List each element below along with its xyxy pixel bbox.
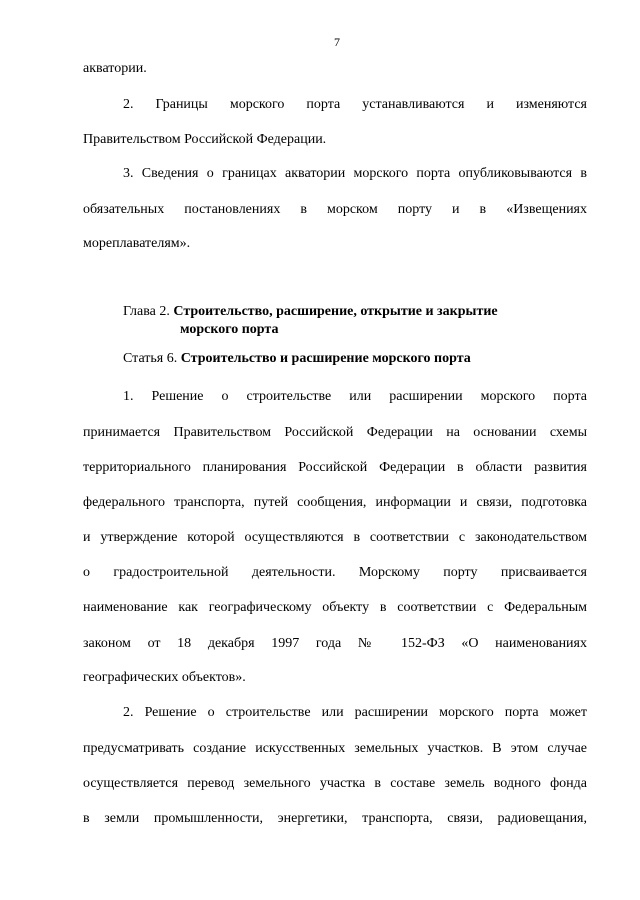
article-heading — [123, 350, 471, 368]
chapter-heading — [123, 303, 498, 339]
text-line: Правительством Российской Федерации. — [83, 132, 327, 147]
text-line: осуществляется перевод земельного участка в составе земель водного фонда — [83, 776, 587, 791]
text-line: мореплавателям». — [83, 236, 191, 251]
text-line: географических объектов». — [83, 670, 246, 685]
text-line: 3. Сведения о границах акватории морского порта опубликовываются в — [123, 166, 587, 181]
article-title: Строительство и расширение морского порта — [180, 351, 471, 366]
chapter-title-line1: Строительство, расширение, открытие и закрытие — [173, 304, 498, 319]
page-number: 7 — [334, 35, 340, 49]
text-line: акватории. — [83, 61, 147, 76]
text-line: принимается Правительством Российской Федерации на основании схемы — [83, 425, 587, 440]
article-prefix: Статья 6. — [123, 351, 178, 366]
text-line: территориального планирования Российской Федерации в области развития — [83, 460, 587, 475]
text-line: о градостроительной деятельности. Морскому порту присваивается — [83, 565, 587, 580]
chapter-title-line2: морского порта — [180, 322, 279, 337]
text-line: федерального транспорта, путей сообщения, информации и связи, подготовка — [83, 495, 587, 510]
text-line: в земли промышленности, энергетики, транспорта, связи, радиовещания, — [83, 811, 587, 826]
text-line: 1. Решение о строительстве или расширении морского порта — [123, 389, 587, 404]
text-line: обязательных постановлениях в морском порту и в «Извещениях — [83, 202, 587, 217]
text-line: предусматривать создание искусственных земельных участков. В этом случае — [83, 741, 587, 756]
text-line: и утверждение которой осуществляются в соответствии с законодательством — [83, 530, 587, 545]
chapter-prefix: Глава 2. — [123, 304, 170, 319]
text-line: законом от 18 декабря 1997 года № 152-ФЗ «О наименованиях — [83, 636, 587, 651]
text-line: 2. Решение о строительстве или расширении морского порта может — [123, 705, 587, 720]
text-line: 2. Границы морского порта устанавливаются и изменяются — [123, 97, 587, 112]
text-line: наименование как географическому объекту в соответствии с Федеральным — [83, 600, 587, 615]
